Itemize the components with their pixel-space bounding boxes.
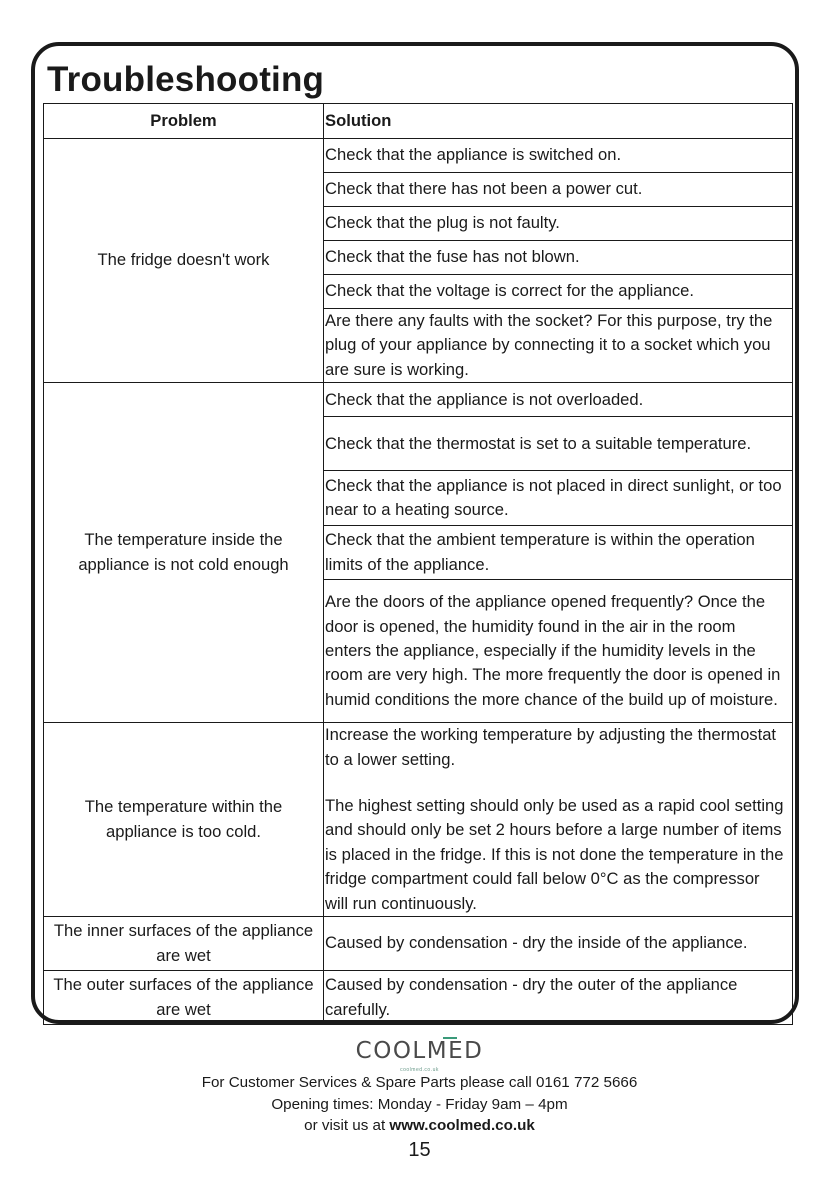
solution-cell: Check that the ambient temperature is within the operation limits of the appliance. (324, 526, 793, 580)
solution-cell: Check that the appliance is not overloaded. (324, 383, 793, 417)
problem-cell: The temperature within the appliance is too cold. (44, 723, 324, 917)
problem-cell: The fridge doesn't work (44, 139, 324, 383)
website-link[interactable]: www.coolmed.co.uk (389, 1117, 535, 1134)
solution-cell: Check that the appliance is switched on. (324, 139, 793, 173)
website-line (0, 1115, 839, 1137)
logo-tagline: coolmed.co.uk (400, 1067, 439, 1073)
solution-cell: Check that the voltage is correct for the appliance. (324, 275, 793, 309)
solution-cell: Check that the fuse has not blown. (324, 241, 793, 275)
solution-cell: Check that the appliance is not placed in direct sunlight, or too near to a heating source. (324, 471, 793, 526)
table-row (44, 971, 793, 1025)
problem-cell: The temperature inside the appliance is not cold enough (44, 383, 324, 723)
coolmed-logo: COOLMED (355, 1038, 484, 1064)
table-header-row (44, 104, 793, 139)
table-row (44, 723, 793, 917)
solution-cell: Check that there has not been a power cut. (324, 173, 793, 207)
solution-cell (324, 723, 793, 917)
problem-cell: The inner surfaces of the appliance are wet (44, 917, 324, 971)
table-row (44, 917, 793, 971)
website-prefix: or visit us at (304, 1117, 390, 1134)
page-title: Troubleshooting (47, 60, 325, 99)
solution-cell: Are there any faults with the socket? For this purpose, try the plug of your appliance by connecting it to a socket which you are sure is working. (324, 309, 793, 383)
solution-cell: Check that the plug is not faulty. (324, 207, 793, 241)
solution-cell: Check that the thermostat is set to a suitable temperature. (324, 417, 793, 471)
header-solution: Solution (324, 104, 793, 139)
table-row (44, 139, 793, 173)
header-problem: Problem (44, 104, 324, 139)
troubleshooting-table (43, 103, 793, 1025)
solution-paragraph: The highest setting should only be used as a rapid cool setting and should only be set 2 hours before a large number of items is placed in the fridge. If this is not done the temperature in the fridge compartment could fall below 0°C as the compressor will run continuously. (325, 796, 784, 913)
opening-times-line: Opening times: Monday - Friday 9am – 4pm (271, 1096, 568, 1113)
table-row (44, 383, 793, 417)
solution-cell: Caused by condensation - dry the inside of the appliance. (324, 917, 793, 971)
solution-cell: Caused by condensation - dry the outer of the appliance carefully. (324, 971, 793, 1025)
problem-cell: The outer surfaces of the appliance are wet (44, 971, 324, 1025)
paragraph-gap (325, 772, 786, 794)
solution-paragraph: Increase the working temperature by adjusting the thermostat to a lower setting. (325, 725, 777, 769)
page-number: 15 (408, 1139, 431, 1161)
customer-services-line: For Customer Services & Spare Parts please call 0161 772 5666 (201, 1074, 638, 1091)
solution-cell: Are the doors of the appliance opened frequently? Once the door is opened, the humidity found in the air in the room enters the appliance, especially if the humidity levels in the room are very high. The more frequently the door is opened in humid conditions the more chance of the build up of moisture. (324, 580, 793, 723)
